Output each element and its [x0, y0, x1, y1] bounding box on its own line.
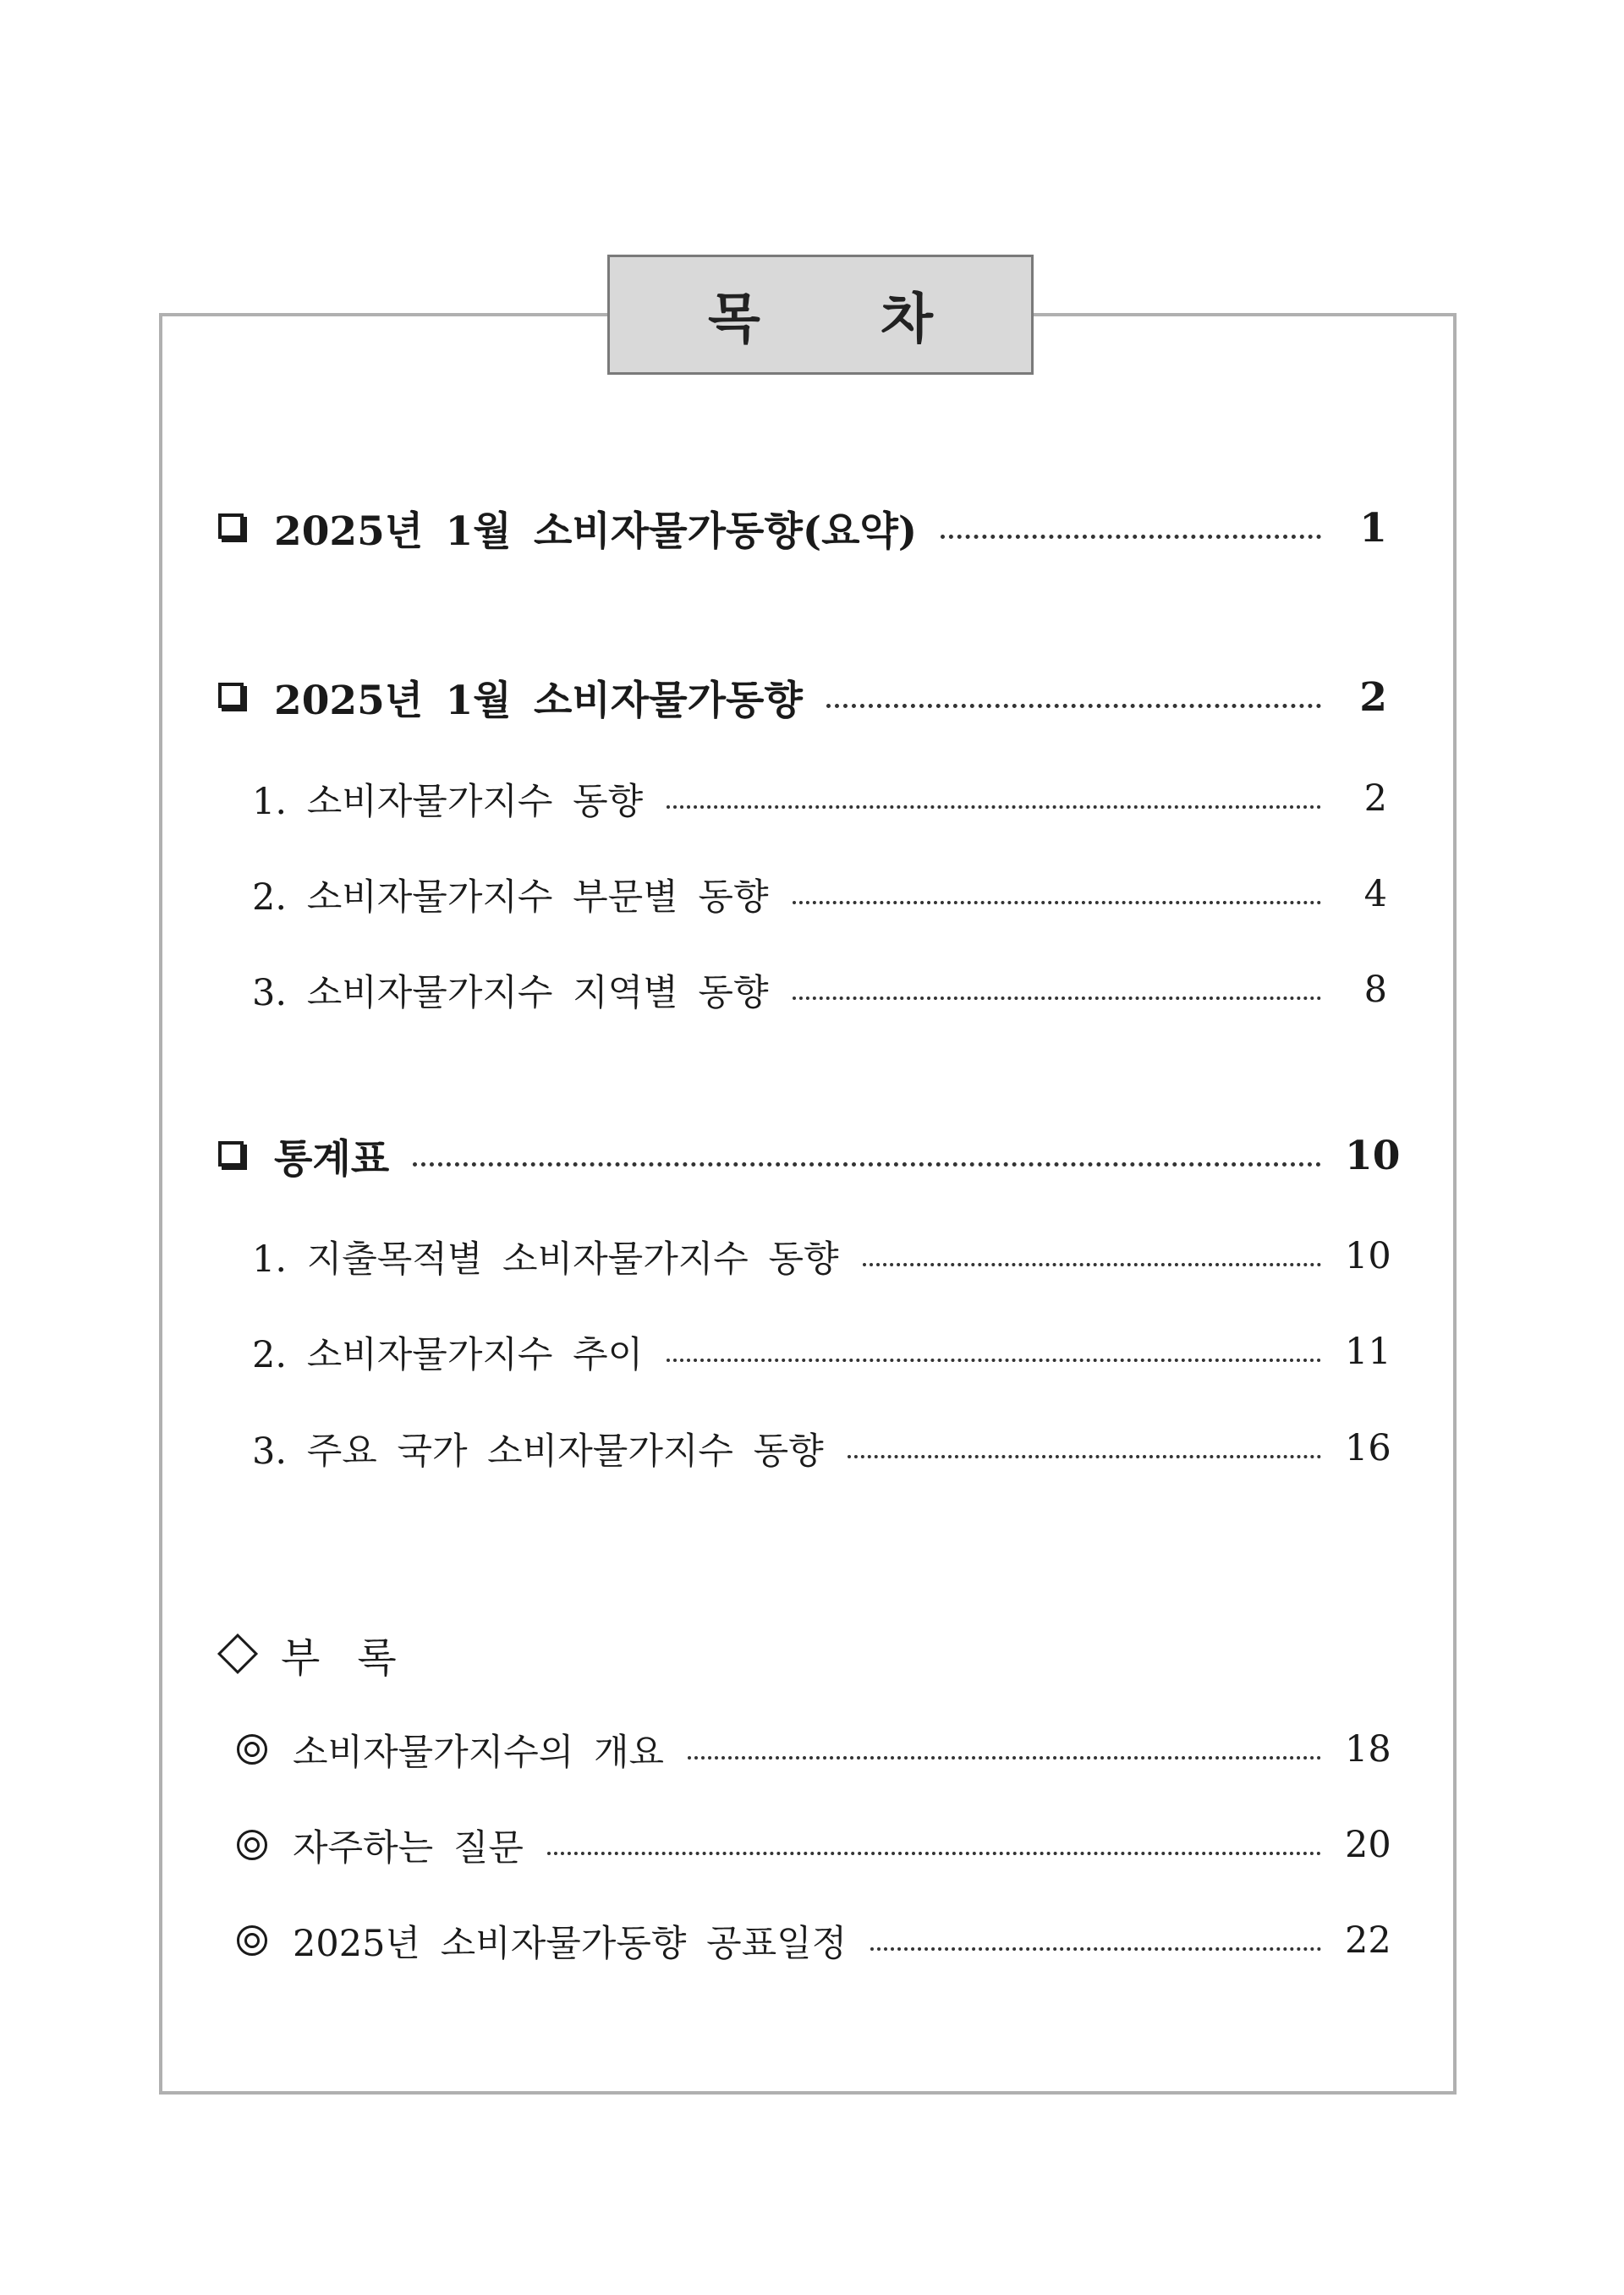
dot-leader: [941, 535, 1321, 539]
toc-item[interactable]: [218, 963, 1387, 1017]
dot-leader: [667, 1359, 1321, 1362]
toc-item-label: 3. 소비자물가지수 지역별 동향: [252, 971, 769, 1014]
toc-page-number: 2: [1359, 673, 1387, 721]
dot-leader: [547, 1852, 1321, 1855]
toc-item-label: 2. 소비자물가지수 부문별 동향: [252, 876, 769, 919]
toc-page-number: 4: [1363, 873, 1387, 915]
toc-item-label: 3. 주요 국가 소비자물가지수 동향: [252, 1430, 824, 1473]
toc-item-label: 2. 소비자물가지수 추이: [252, 1333, 644, 1376]
dot-leader: [870, 1947, 1321, 1951]
appendix-heading: [215, 1624, 434, 1683]
toc-page-number: 11: [1345, 1331, 1391, 1373]
appendix-item[interactable]: [218, 1818, 1391, 1872]
square-bullet-icon: [218, 1141, 244, 1167]
toc-title-box: [607, 255, 1034, 375]
toc-item[interactable]: [218, 1229, 1391, 1283]
toc-item-label: 1. 지출목적별 소비자물가지수 동향: [252, 1238, 839, 1281]
appendix-item-label: 소비자물가지수의 개요: [293, 1731, 665, 1774]
toc-section-main[interactable]: [218, 667, 1387, 727]
toc-item-label: 1. 소비자물가지수 동향: [252, 780, 644, 823]
toc-item[interactable]: [218, 867, 1387, 921]
toc-page-number: 10: [1345, 1132, 1401, 1179]
dot-leader: [413, 1162, 1321, 1167]
square-bullet-icon: [218, 513, 244, 539]
page-title: 목 차: [708, 288, 984, 351]
appendix-item-label: 자주하는 질문: [293, 1826, 524, 1869]
dot-leader: [826, 704, 1321, 708]
toc-item[interactable]: [218, 771, 1387, 826]
toc-page-number: 18: [1345, 1728, 1391, 1771]
toc-page-number: 10: [1345, 1235, 1391, 1277]
toc-item[interactable]: [218, 1421, 1391, 1475]
dot-leader: [848, 1455, 1321, 1458]
dot-leader: [863, 1263, 1321, 1266]
dot-leader: [667, 805, 1321, 809]
toc-section-label: 2025년 1월 소비자물가동향: [274, 677, 803, 724]
appendix-item[interactable]: [218, 1913, 1391, 1968]
dot-leader: [688, 1756, 1321, 1760]
appendix-label: 부록: [281, 1633, 434, 1682]
toc-section-label: 2025년 1월 소비자물가동향(요약): [274, 508, 918, 555]
dot-leader: [793, 997, 1322, 1000]
double-circle-bullet-icon: [237, 1830, 267, 1860]
toc-item[interactable]: [218, 1325, 1391, 1379]
appendix-item-label: 2025년 소비자물가동향 공표일정: [293, 1922, 848, 1965]
toc-page-number: 1: [1359, 504, 1387, 552]
toc-section-tables[interactable]: [218, 1126, 1401, 1185]
double-circle-bullet-icon: [237, 1734, 267, 1765]
toc-page-number: 20: [1345, 1824, 1391, 1866]
toc-page-number: 2: [1363, 777, 1387, 820]
toc-section-label: 통계표: [274, 1135, 390, 1183]
dot-leader: [793, 901, 1322, 904]
toc-page-number: 16: [1345, 1427, 1391, 1469]
square-bullet-icon: [218, 683, 244, 708]
toc-page-number: 8: [1363, 969, 1387, 1011]
toc-section-summary[interactable]: [218, 498, 1387, 557]
appendix-item[interactable]: [218, 1722, 1391, 1776]
toc-page-number: 22: [1345, 1919, 1391, 1962]
diamond-bullet-icon: [217, 1633, 258, 1674]
double-circle-bullet-icon: [237, 1925, 267, 1956]
